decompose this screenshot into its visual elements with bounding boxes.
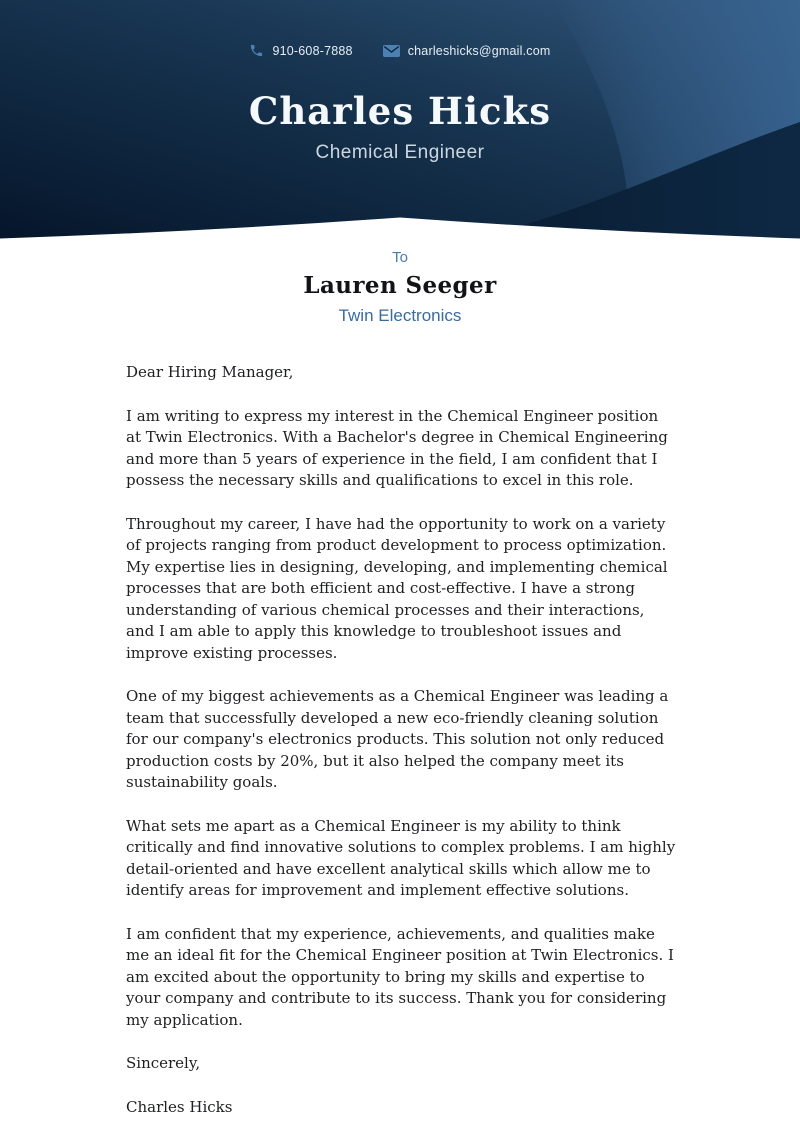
signature: Charles Hicks xyxy=(126,1097,233,1116)
letter-paragraph-1: I am writing to express my interest in the Chemical Engineer position at Twin Electronics. With a Bachelor's degree in Chemical Engineering and more than 5 years of experience in the field, I am confident that I possess the necessary skills and qualifications to excel in this role. xyxy=(126,406,668,489)
contact-phone xyxy=(249,43,352,58)
person-name: Charles Hicks xyxy=(248,89,552,133)
contact-row xyxy=(0,42,800,59)
contact-email xyxy=(383,44,551,58)
letter-paragraph-5: I am confident that my experience, achievements, and qualities make me an ideal fit for the Chemical Engineer position at Twin Electronics. I am excited about the opportunity to bring my skills and expertise to your company and contribute to its success. Thank you for considering my application. xyxy=(126,924,674,1029)
email-address: charleshicks@gmail.com xyxy=(407,43,551,58)
letter-paragraph-2: Throughout my career, I have had the opportunity to work on a variety of projects ranging from product development to process optimization. My expertise lies in designing, developing, and implementing chemical processes that are both efficient and cost-effective. I have a strong understanding of various chemical processes and their interactions, and I am able to apply this knowledge to troubleshoot issues and improve existing processes. xyxy=(126,514,668,662)
recipient-name: Lauren Seeger xyxy=(303,272,497,299)
recipient-company: Twin Electronics xyxy=(338,306,462,325)
letter-body xyxy=(126,362,676,1118)
recipient-label: To xyxy=(392,249,408,266)
phone-icon xyxy=(249,43,264,58)
letter-paragraph-3: One of my biggest achievements as a Chemical Engineer was leading a team that successfully developed a new eco-friendly cleaning solution for our company's electronics products. This solution not only reduced production costs by 20%, but it also helped the company meet its sustainability goals. xyxy=(126,687,669,791)
envelope-icon xyxy=(383,45,400,57)
header-banner xyxy=(0,0,800,245)
letter-paragraph-4: What sets me apart as a Chemical Engineer is my ability to think critically and find innovative solutions to complex problems. I am highly detail-oriented and have excellent analytical skills which allow me to identify areas for improvement and implement effective solutions. xyxy=(126,816,676,899)
salutation: Dear Hiring Manager, xyxy=(126,363,294,381)
banner-content xyxy=(0,0,800,164)
closing: Sincerely, xyxy=(126,1054,201,1072)
phone-number: 910-608-7888 xyxy=(272,43,353,58)
person-job-title: Chemical Engineer xyxy=(315,142,485,163)
recipient-block xyxy=(0,249,800,326)
